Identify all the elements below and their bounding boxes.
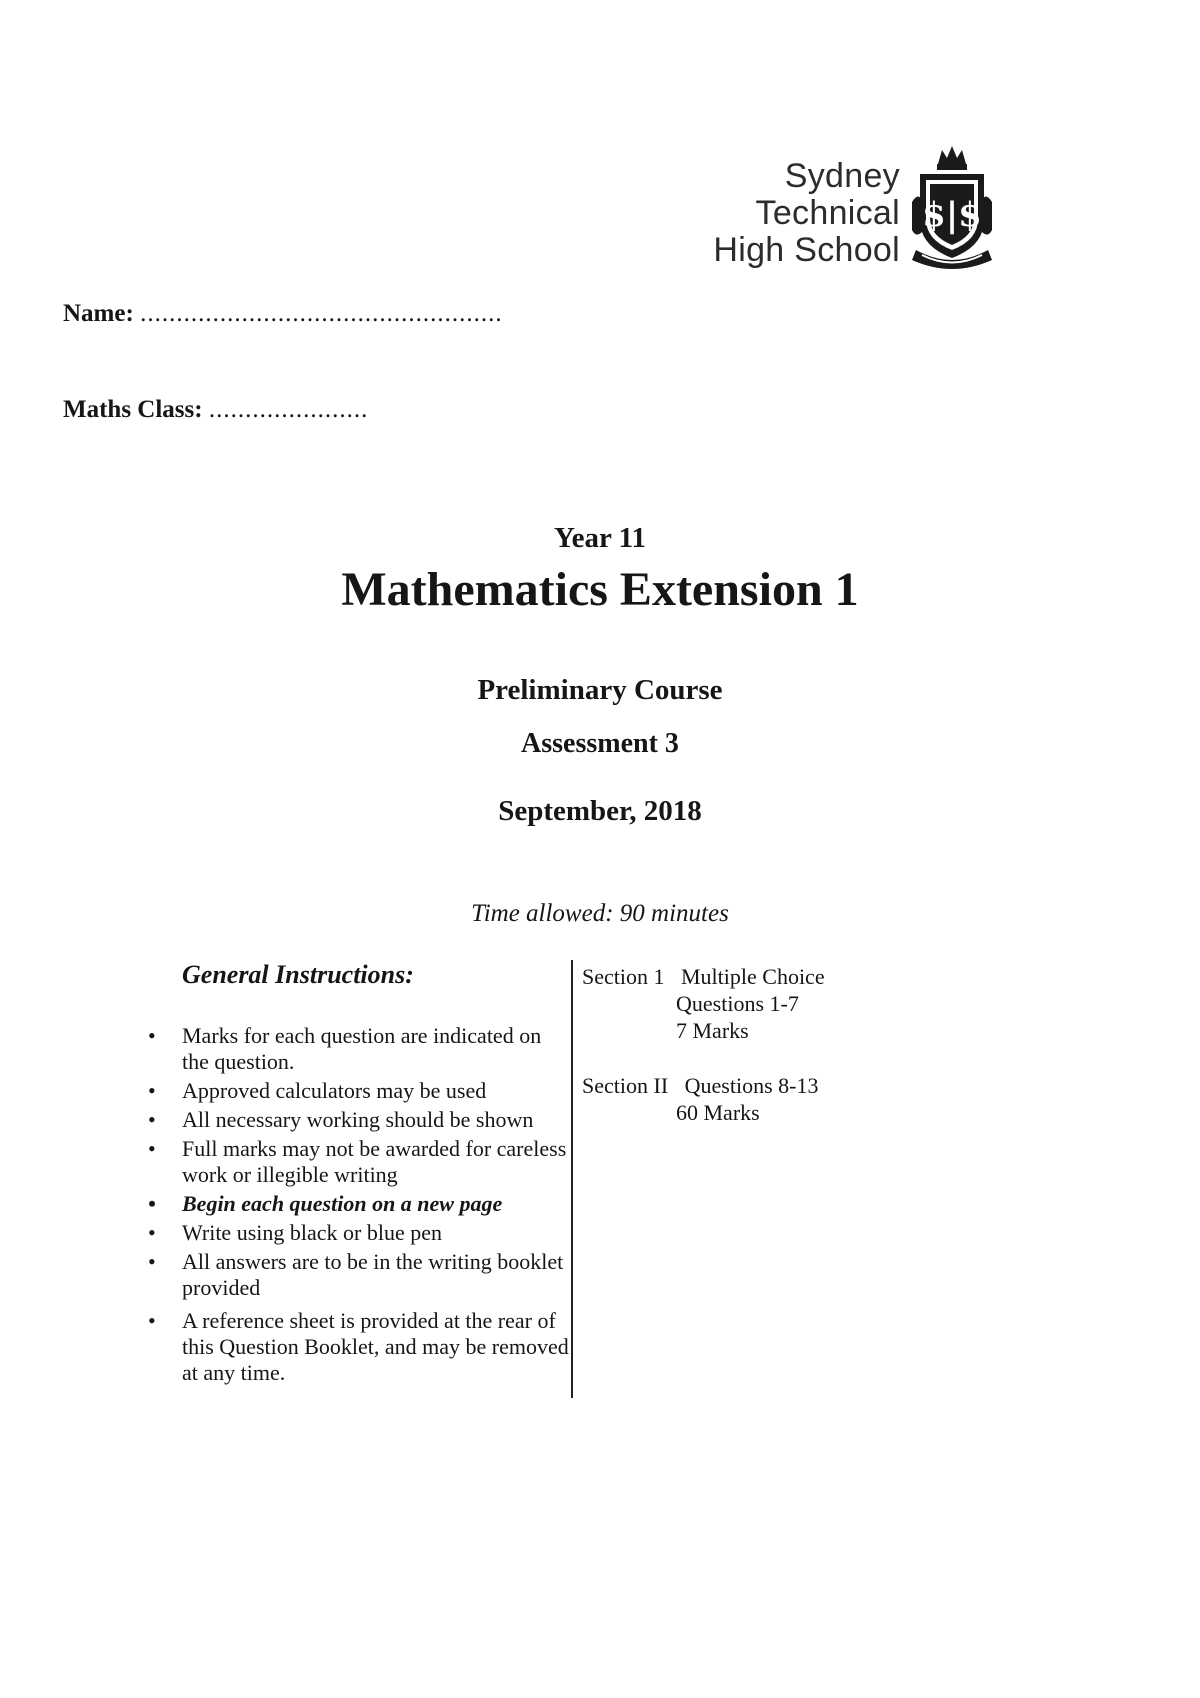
course-heading: Preliminary Course: [477, 674, 723, 706]
section-1-info: [582, 963, 825, 1044]
section-2-info: [582, 1072, 818, 1126]
school-name: [640, 158, 900, 269]
instruction-item: • Write using black or blue pen: [182, 1220, 570, 1246]
name-field: [63, 300, 503, 328]
exam-date: September, 2018: [498, 795, 702, 827]
section-2-questions: Questions 8-13: [684, 1073, 819, 1098]
school-name-line-2: Technical: [755, 194, 900, 232]
subject-title: Mathematics Extension 1: [341, 563, 859, 616]
section-1-questions: Questions 1-7: [676, 991, 799, 1016]
year-heading: Year 11: [553, 522, 647, 554]
time-allowed: Time allowed: 90 minutes: [471, 900, 729, 927]
instruction-item: • Full marks may not be awarded for careless work or illegible writing: [182, 1136, 570, 1188]
instruction-item: • Begin each question on a new page: [182, 1191, 570, 1217]
name-label: Name:: [63, 300, 134, 327]
assessment-heading: Assessment 3: [521, 728, 679, 759]
section-2-label: Section II: [582, 1073, 669, 1098]
section-1-type: Multiple Choice: [681, 964, 825, 989]
maths-class-label: Maths Class:: [63, 396, 203, 423]
section-1-label: Section 1: [582, 964, 665, 989]
instructions-list: [182, 1023, 570, 1389]
instruction-item: • All necessary working should be shown: [182, 1107, 570, 1133]
section-1-marks: 7 Marks: [676, 1018, 749, 1043]
instruction-item: • A reference sheet is provided at the rear of this Question Booklet, and may be removed at any time.: [182, 1308, 570, 1386]
name-dots: ..................................................: [140, 300, 503, 327]
instruction-item: • All answers are to be in the writing booklet provided: [182, 1249, 570, 1301]
svg-text:$|$: $|$: [922, 195, 982, 235]
maths-class-dots: ......................: [208, 396, 369, 423]
maths-class-field: [63, 396, 368, 424]
instruction-item: • Marks for each question are indicated on the question.: [182, 1023, 570, 1075]
school-name-line-3: High School: [713, 231, 900, 269]
school-crest-icon: [908, 142, 996, 272]
instruction-item: • Approved calculators may be used: [182, 1078, 570, 1104]
general-instructions-heading: General Instructions:: [182, 960, 414, 989]
section-2-marks: 60 Marks: [676, 1100, 760, 1125]
column-divider: [571, 960, 573, 1398]
school-name-line-1: Sydney: [784, 157, 900, 195]
